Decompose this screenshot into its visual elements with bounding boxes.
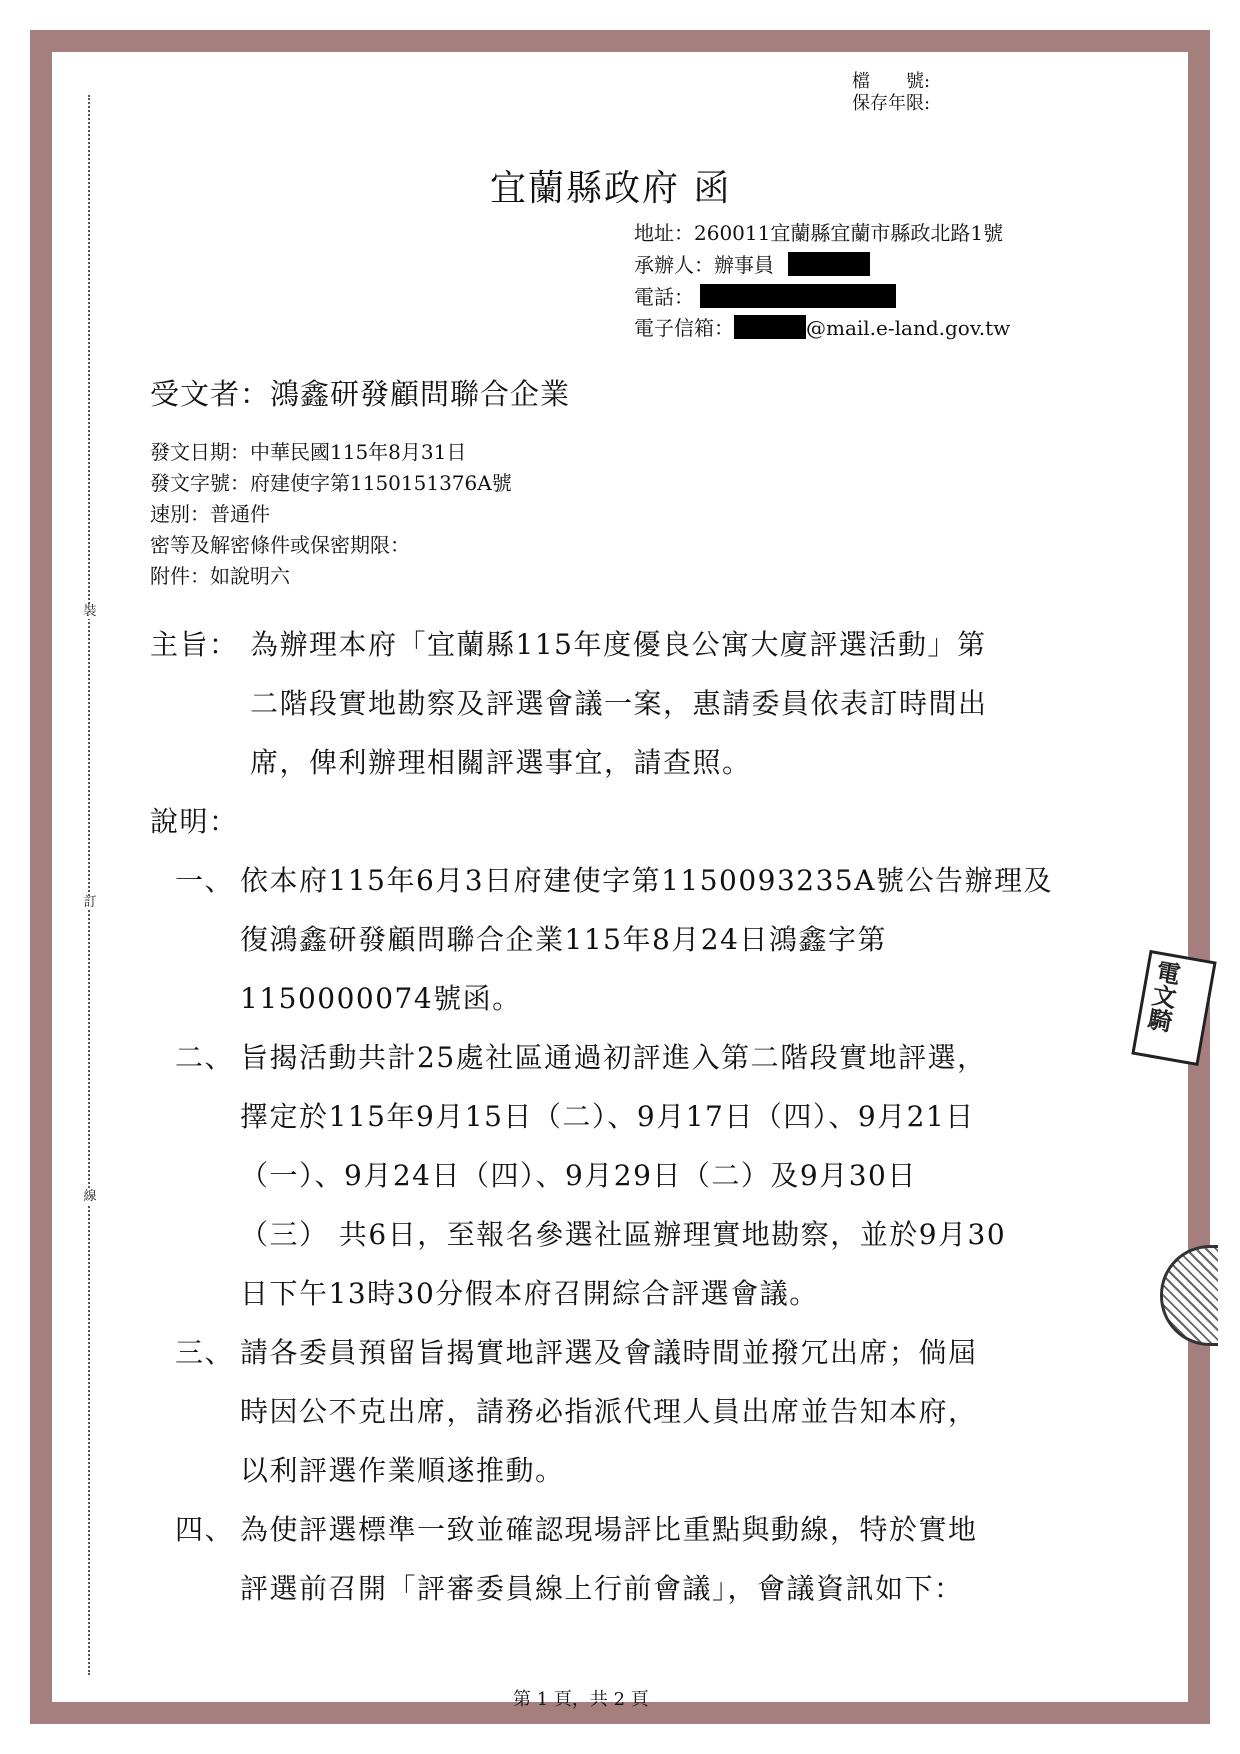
- address: 地址：260011宜蘭縣宜蘭市縣政北路1號: [634, 221, 1004, 245]
- phone-label: 電話：: [634, 285, 694, 309]
- item-line: 日下午13時30分假本府召開綜合評選會議。: [240, 1277, 819, 1310]
- redacted-phone: [700, 284, 896, 308]
- handler-label: 承辦人：辦事員: [634, 253, 774, 277]
- item-line: （三） 共6日，至報名參選社區辦理實地勘察，並於9月30: [240, 1218, 1007, 1251]
- item-line: 以利評選作業順遂推動。: [240, 1454, 565, 1487]
- page-footer: 第 1 頁，共 2 頁: [513, 1689, 649, 1710]
- subject-line: 席，俾利辦理相關評選事宜，請查照。: [250, 746, 752, 779]
- item-number: 一、: [175, 864, 235, 897]
- item-line: 請各委員預留旨揭實地評選及會議時間並撥冗出席；倘屆: [240, 1336, 978, 1369]
- stamp-text: 電文騎: [1141, 957, 1183, 1034]
- item-line: 旨揭活動共計25處社區通過初評進入第二階段實地評選，: [240, 1041, 987, 1074]
- item-line: 為使評選標準一致並確認現場評比重點與動線，特於實地: [240, 1513, 978, 1546]
- redacted-email-user: [734, 315, 806, 339]
- email-label: 電子信箱：: [634, 316, 734, 340]
- email-domain: @mail.e-land.gov.tw: [806, 316, 1011, 340]
- handler: [634, 250, 870, 281]
- item-line: 時因公不克出席，請務必指派代理人員出席並告知本府，: [240, 1395, 978, 1428]
- item-line: 評選前召開「評審委員線上行前會議」，會議資訊如下：: [240, 1572, 964, 1605]
- item-number: 三、: [175, 1336, 235, 1369]
- issue-date: 發文日期：中華民國115年8月31日: [150, 440, 467, 464]
- item-number: 四、: [175, 1513, 235, 1546]
- retention-period-label: 保存年限:: [852, 93, 931, 114]
- binding-mark-line: 線: [83, 1189, 97, 1204]
- item-line: 擇定於115年9月15日（二）、9月17日（四）、9月21日: [240, 1100, 975, 1133]
- item-line: 依本府115年6月3日府建使字第1150093235A號公告辦理及: [240, 864, 1053, 897]
- binding-line: [88, 95, 100, 1675]
- item-line: 1150000074號函。: [240, 982, 522, 1015]
- phone: [634, 282, 896, 313]
- attachment: 附件：如說明六: [150, 564, 290, 588]
- binding-mark-bind: 裝: [83, 604, 97, 619]
- item-line: 復鴻鑫研發顧問聯合企業115年8月24日鴻鑫字第: [240, 923, 887, 956]
- binding-mark-stitch: 訂: [83, 895, 97, 910]
- document-number: 發文字號：府建使字第1150151376A號: [150, 471, 512, 495]
- subject-line: 為辦理本府「宜蘭縣115年度優良公寓大廈評選活動」第: [250, 628, 987, 661]
- explanation-label: 說明：: [150, 805, 239, 838]
- file-number-label: 檔 號:: [852, 71, 931, 92]
- document-title: 宜蘭縣政府 函: [490, 168, 732, 209]
- subject-line: 二階段實地勘察及評選會議一案，惠請委員依表訂時間出: [250, 687, 988, 720]
- email: [634, 313, 1010, 344]
- redacted-name: [788, 252, 870, 276]
- speed-class: 速別：普通件: [150, 502, 270, 526]
- item-number: 二、: [175, 1041, 235, 1074]
- recipient: 受文者：鴻鑫研發顧問聯合企業: [150, 377, 571, 411]
- subject-label: 主旨：: [150, 628, 239, 661]
- item-line: （一）、9月24日（四）、9月29日（二）及9月30日: [240, 1159, 917, 1192]
- secrecy-level: 密等及解密條件或保密期限：: [150, 533, 410, 557]
